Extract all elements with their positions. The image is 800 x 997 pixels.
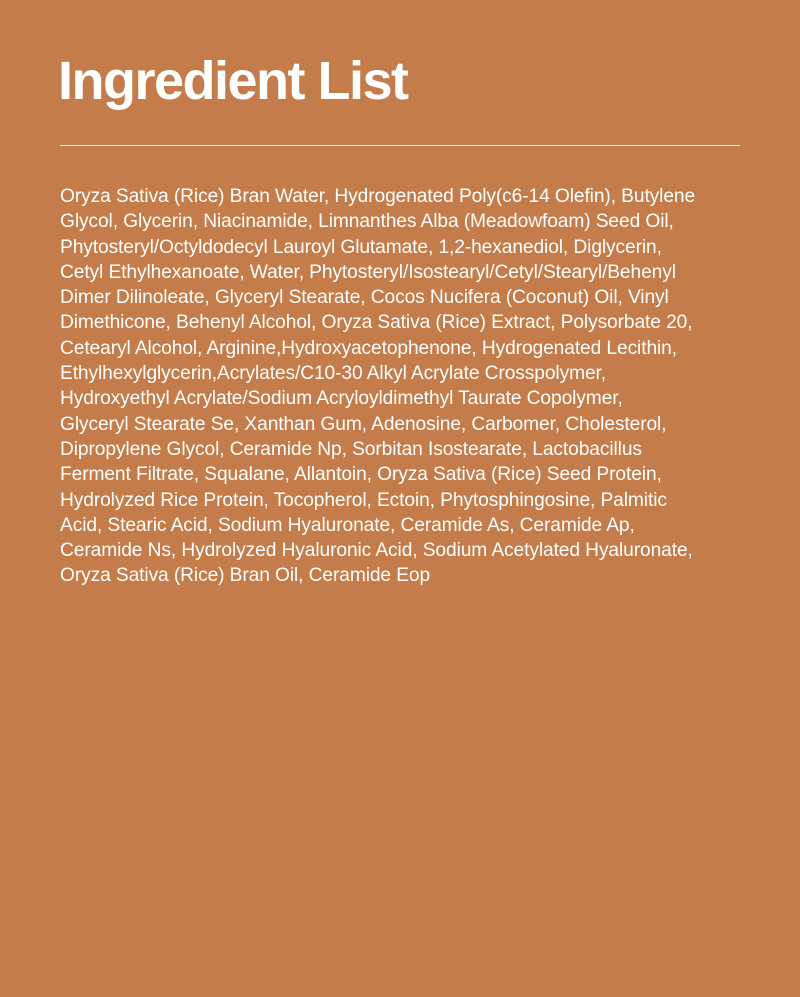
ingredient-line: Glycol, Glycerin, Niacinamide, Limnanthes Alba (Meadowfoam) Seed Oil, [60, 211, 674, 233]
ingredient-list [60, 184, 750, 589]
ingredient-line: Ceramide Ns, Hydrolyzed Hyaluronic Acid, Sodium Acetylated Hyaluronate, [60, 540, 693, 562]
page-title: Ingredient List [58, 51, 408, 111]
ingredient-line: Acid, Stearic Acid, Sodium Hyaluronate, Ceramide As, Ceramide Ap, [60, 514, 635, 536]
ingredient-line: Cetearyl Alcohol, Arginine,Hydroxyacetophenone, Hydrogenated Lecithin, [60, 337, 677, 359]
ingredient-line: Phytosteryl/Octyldodecyl Lauroyl Glutamate, 1,2-hexanediol, Diglycerin, [60, 236, 662, 258]
ingredient-line: Hydrolyzed Rice Protein, Tocopherol, Ectoin, Phytosphingosine, Palmitic [60, 489, 667, 511]
title-divider [60, 145, 740, 146]
ingredient-line: Hydroxyethyl Acrylate/Sodium Acryloyldimethyl Taurate Copolymer, [60, 388, 623, 410]
ingredient-line: Dimer Dilinoleate, Glyceryl Stearate, Cocos Nucifera (Coconut) Oil, Vinyl [60, 287, 669, 309]
ingredient-line: Dimethicone, Behenyl Alcohol, Oryza Sativa (Rice) Extract, Polysorbate 20, [60, 312, 693, 334]
ingredient-line: Ethylhexylglycerin,Acrylates/C10-30 Alkyl Acrylate Crosspolymer, [60, 363, 606, 385]
ingredient-line: Cetyl Ethylhexanoate, Water, Phytosteryl/Isostearyl/Cetyl/Stearyl/Behenyl [60, 261, 676, 283]
ingredient-line: Oryza Sativa (Rice) Bran Water, Hydrogenated Poly(c6-14 Olefin), Butylene [60, 186, 696, 207]
ingredient-line: Glyceryl Stearate Se, Xanthan Gum, Adenosine, Carbomer, Cholesterol, [60, 413, 667, 435]
ingredient-line: Ferment Filtrate, Squalane, Allantoin, Oryza Sativa (Rice) Seed Protein, [60, 464, 662, 486]
ingredient-line: Oryza Sativa (Rice) Bran Oil, Ceramide Eop [60, 565, 431, 587]
ingredient-line: Dipropylene Glycol, Ceramide Np, Sorbitan Isostearate, Lactobacillus [60, 438, 642, 460]
